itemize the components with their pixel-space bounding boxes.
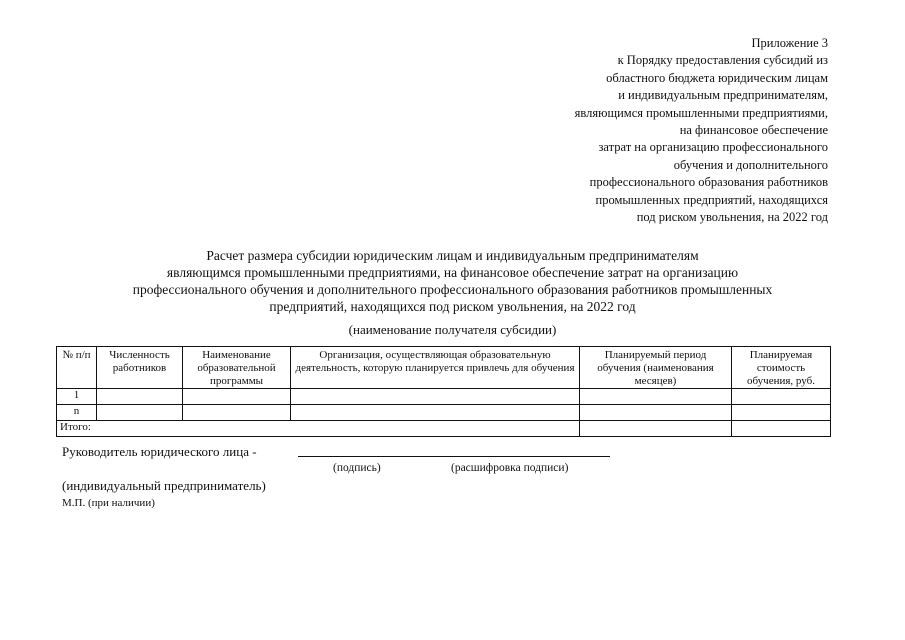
appendix-line: и индивидуальным предпринимателям, [618, 88, 828, 103]
subsidy-table [56, 346, 831, 437]
header-program: Наименование образовательной программы [183, 347, 291, 389]
header-organization: Организация, осуществляющая образовательную деятельность, которую планируется привлечь для обучения [291, 347, 580, 389]
total-label: Итого: [57, 421, 580, 437]
signature-line [298, 456, 610, 457]
appendix-header [575, 35, 828, 226]
table-cell [732, 421, 831, 437]
stamp-caption: М.П. (при наличии) [62, 497, 155, 509]
table-cell [291, 389, 580, 405]
table-cell [291, 405, 580, 421]
document-title [40, 247, 865, 315]
table-cell [732, 389, 831, 405]
header-employees: Численность работников [97, 347, 183, 389]
appendix-line: к Порядку предоставления субсидий из [617, 53, 828, 68]
title-line: профессионального обучения и дополнительного профессионального образования работников промышленных [132, 282, 773, 297]
table-row [57, 389, 831, 405]
appendix-line: промышленных предприятий, находящихся [595, 192, 828, 207]
table-row [57, 405, 831, 421]
header-cost: Планируемая стоимость обучения, руб. [732, 347, 831, 389]
header-period: Планируемый период обучения (наименования месяцев) [580, 347, 732, 389]
title-line: являющимся промышленными предприятиями, на финансовое обеспечение затрат на организацию [166, 265, 739, 280]
header-number: № п/п [57, 347, 97, 389]
table-header-row [57, 347, 831, 389]
table-cell [183, 405, 291, 421]
table-cell: 1 [57, 389, 97, 405]
decode-caption: (расшифровка подписи) [451, 462, 569, 474]
table-cell [580, 405, 732, 421]
table-cell [732, 405, 831, 421]
head-signature-label: Руководитель юридического лица - [62, 444, 257, 459]
appendix-line: под риском увольнения, на 2022 год [636, 210, 828, 225]
appendix-line: обучения и дополнительного [673, 157, 828, 172]
appendix-line: на финансовое обеспечение [679, 123, 828, 138]
title-line: предприятий, находящихся под риском увольнения, на 2022 год [269, 299, 636, 314]
recipient-caption: (наименование получателя субсидии) [348, 322, 557, 337]
table-cell [97, 389, 183, 405]
signature-caption: (подпись) [333, 462, 381, 474]
table-cell [183, 389, 291, 405]
table-cell [580, 421, 732, 437]
table-cell [580, 389, 732, 405]
appendix-line: Приложение 3 [751, 36, 828, 50]
appendix-line: являющимся промышленными предприятиями, [574, 105, 828, 120]
appendix-line: затрат на организацию профессионального [598, 140, 828, 155]
table-cell: n [57, 405, 97, 421]
table-total-row [57, 421, 831, 437]
entrepreneur-caption: (индивидуальный предприниматель) [62, 478, 266, 493]
appendix-line: профессионального образования работников [589, 175, 828, 190]
appendix-line: областного бюджета юридическим лицам [606, 70, 828, 85]
title-line: Расчет размера субсидии юридическим лицам и индивидуальным предпринимателям [206, 248, 699, 263]
table-cell [97, 405, 183, 421]
